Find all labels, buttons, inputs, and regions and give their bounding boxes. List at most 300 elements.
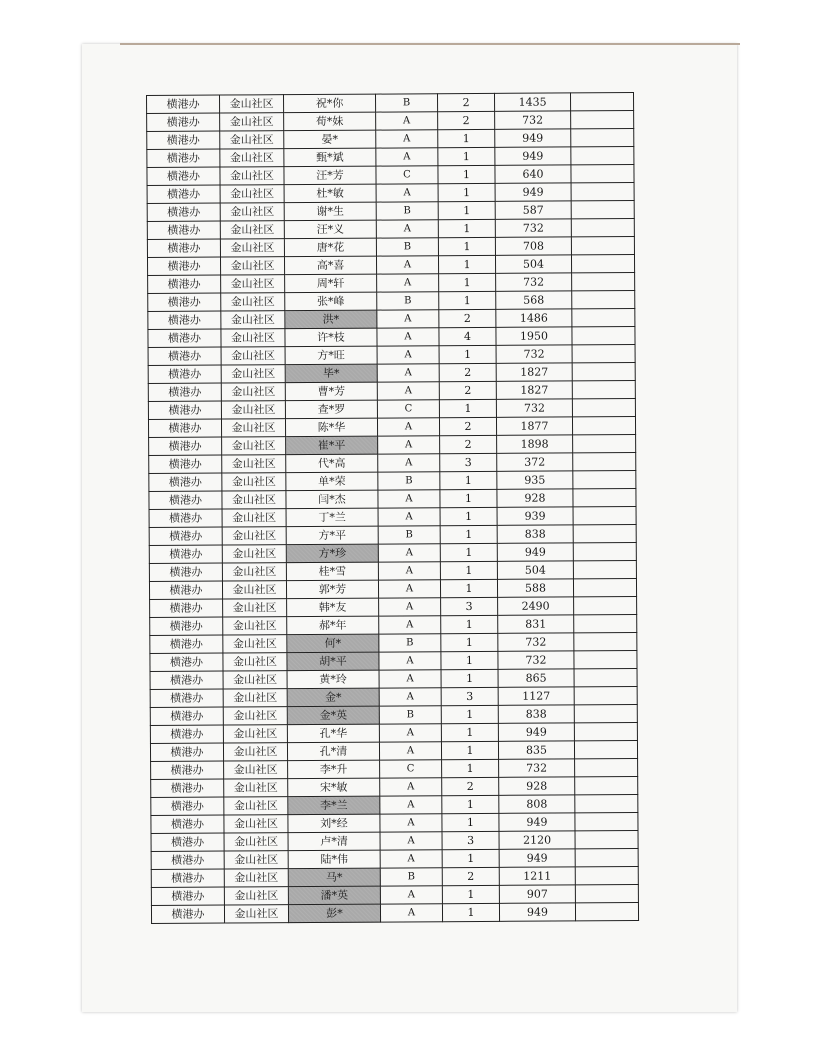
category-cell: A bbox=[379, 724, 441, 742]
office-cell: 横港办 bbox=[151, 815, 224, 833]
office-cell: 横港办 bbox=[149, 509, 222, 527]
community-cell: 金山社区 bbox=[222, 545, 286, 563]
community-cell: 金山社区 bbox=[220, 167, 284, 185]
persons-cell: 1 bbox=[441, 741, 498, 759]
amount-cell: 949 bbox=[495, 183, 571, 201]
name-cell: 李*兰 bbox=[288, 796, 380, 815]
community-cell: 金山社区 bbox=[223, 671, 287, 689]
note-cell bbox=[574, 687, 637, 705]
name-cell: 甄*斌 bbox=[284, 148, 376, 167]
office-cell: 横港办 bbox=[150, 671, 223, 689]
community-cell: 金山社区 bbox=[221, 347, 285, 365]
category-cell: B bbox=[379, 706, 441, 724]
amount-cell: 2120 bbox=[499, 831, 575, 849]
category-cell: A bbox=[379, 616, 441, 634]
amount-cell: 568 bbox=[496, 291, 572, 309]
note-cell bbox=[571, 147, 634, 165]
note-cell bbox=[575, 885, 638, 903]
name-cell: 潘*英 bbox=[288, 886, 380, 905]
community-cell: 金山社区 bbox=[223, 617, 287, 635]
note-cell bbox=[573, 489, 636, 507]
community-cell: 金山社区 bbox=[220, 131, 284, 149]
category-cell: A bbox=[379, 742, 441, 760]
note-cell bbox=[571, 237, 634, 255]
office-cell: 横港办 bbox=[147, 257, 220, 275]
persons-cell: 3 bbox=[441, 597, 498, 615]
category-cell: B bbox=[376, 238, 438, 256]
office-cell: 横港办 bbox=[149, 545, 222, 563]
category-cell: A bbox=[376, 256, 438, 274]
persons-cell: 1 bbox=[442, 885, 499, 903]
name-cell: 曹*芳 bbox=[285, 382, 377, 401]
note-cell bbox=[574, 741, 637, 759]
name-cell: 卢*清 bbox=[288, 832, 380, 851]
persons-cell: 1 bbox=[441, 705, 498, 723]
name-cell: 方*旺 bbox=[285, 346, 377, 365]
persons-cell: 2 bbox=[437, 93, 494, 111]
name-cell: 陈*华 bbox=[285, 418, 377, 437]
name-cell: 宋*敏 bbox=[288, 778, 380, 797]
amount-cell: 708 bbox=[495, 237, 571, 255]
persons-cell: 1 bbox=[438, 255, 495, 273]
category-cell: B bbox=[377, 292, 439, 310]
note-cell bbox=[574, 615, 637, 633]
category-cell: A bbox=[376, 148, 438, 166]
name-cell: 高*喜 bbox=[284, 256, 376, 275]
note-cell bbox=[574, 723, 637, 741]
office-cell: 横港办 bbox=[150, 599, 223, 617]
note-cell bbox=[571, 129, 634, 147]
note-cell bbox=[570, 93, 633, 111]
persons-cell: 2 bbox=[439, 309, 496, 327]
office-cell: 横港办 bbox=[149, 527, 222, 545]
persons-cell: 1 bbox=[438, 165, 495, 183]
table-body bbox=[147, 93, 639, 924]
office-cell: 横港办 bbox=[150, 707, 223, 725]
persons-cell: 2 bbox=[439, 417, 496, 435]
note-cell bbox=[571, 219, 634, 237]
office-cell: 横港办 bbox=[149, 563, 222, 581]
category-cell: B bbox=[378, 526, 440, 544]
persons-cell: 1 bbox=[441, 723, 498, 741]
amount-cell: 949 bbox=[498, 723, 574, 741]
persons-cell: 1 bbox=[438, 237, 495, 255]
community-cell: 金山社区 bbox=[223, 599, 287, 617]
community-cell: 金山社区 bbox=[224, 833, 288, 851]
category-cell: A bbox=[380, 814, 442, 832]
community-cell: 金山社区 bbox=[221, 293, 285, 311]
persons-cell: 1 bbox=[438, 129, 495, 147]
amount-cell: 588 bbox=[497, 579, 573, 597]
community-cell: 金山社区 bbox=[224, 815, 288, 833]
community-cell: 金山社区 bbox=[221, 419, 285, 437]
amount-cell: 939 bbox=[497, 507, 573, 525]
name-cell: 何* bbox=[287, 634, 379, 653]
note-cell bbox=[573, 435, 636, 453]
amount-cell: 504 bbox=[497, 561, 573, 579]
amount-cell: 1898 bbox=[497, 435, 573, 453]
amount-cell: 732 bbox=[496, 273, 572, 291]
office-cell: 横港办 bbox=[147, 149, 220, 167]
category-cell: A bbox=[379, 670, 441, 688]
community-cell: 金山社区 bbox=[221, 365, 285, 383]
persons-cell: 1 bbox=[439, 345, 496, 363]
category-cell: A bbox=[376, 220, 438, 238]
note-cell bbox=[573, 579, 636, 597]
amount-cell: 732 bbox=[496, 345, 572, 363]
persons-cell: 1 bbox=[441, 651, 498, 669]
name-cell: 黄*玲 bbox=[287, 670, 379, 689]
amount-cell: 935 bbox=[497, 471, 573, 489]
note-cell bbox=[571, 255, 634, 273]
office-cell: 横港办 bbox=[148, 275, 221, 293]
category-cell: A bbox=[380, 886, 442, 904]
office-cell: 横港办 bbox=[150, 743, 223, 761]
amount-cell: 640 bbox=[495, 165, 571, 183]
persons-cell: 1 bbox=[440, 543, 497, 561]
amount-cell: 732 bbox=[498, 633, 574, 651]
persons-cell: 1 bbox=[439, 399, 496, 417]
table-row bbox=[151, 903, 638, 924]
community-cell: 金山社区 bbox=[222, 455, 286, 473]
persons-cell: 3 bbox=[440, 453, 497, 471]
persons-cell: 1 bbox=[438, 219, 495, 237]
note-cell bbox=[574, 669, 637, 687]
amount-cell: 928 bbox=[497, 489, 573, 507]
note-cell bbox=[574, 651, 637, 669]
persons-cell: 1 bbox=[441, 669, 498, 687]
name-cell: 方*珍 bbox=[286, 544, 378, 563]
office-cell: 横港办 bbox=[151, 797, 224, 815]
persons-cell: 1 bbox=[442, 903, 499, 921]
name-cell: 查*罗 bbox=[285, 400, 377, 419]
office-cell: 横港办 bbox=[149, 473, 222, 491]
note-cell bbox=[575, 777, 638, 795]
note-cell bbox=[571, 183, 634, 201]
office-cell: 横港办 bbox=[149, 437, 222, 455]
category-cell: A bbox=[377, 346, 439, 364]
amount-cell: 372 bbox=[497, 453, 573, 471]
category-cell: A bbox=[377, 382, 439, 400]
name-cell: 许*枝 bbox=[285, 328, 377, 347]
category-cell: B bbox=[378, 472, 440, 490]
community-cell: 金山社区 bbox=[222, 473, 286, 491]
name-cell: 代*高 bbox=[286, 454, 378, 473]
note-cell bbox=[573, 525, 636, 543]
office-cell: 横港办 bbox=[147, 113, 220, 131]
name-cell: 金*英 bbox=[287, 706, 379, 725]
note-cell bbox=[571, 201, 634, 219]
name-cell: 金* bbox=[287, 688, 379, 707]
note-cell bbox=[573, 471, 636, 489]
community-cell: 金山社区 bbox=[221, 275, 285, 293]
office-cell: 横港办 bbox=[151, 851, 224, 869]
office-cell: 横港办 bbox=[148, 347, 221, 365]
amount-cell: 949 bbox=[497, 543, 573, 561]
note-cell bbox=[572, 291, 635, 309]
category-cell: A bbox=[377, 418, 439, 436]
amount-cell: 949 bbox=[499, 849, 575, 867]
office-cell: 横港办 bbox=[148, 365, 221, 383]
amount-cell: 838 bbox=[497, 525, 573, 543]
category-cell: A bbox=[380, 904, 442, 922]
name-cell: 杜*敏 bbox=[284, 184, 376, 203]
community-cell: 金山社区 bbox=[222, 491, 286, 509]
amount-cell: 808 bbox=[499, 795, 575, 813]
amount-cell: 587 bbox=[495, 201, 571, 219]
category-cell: B bbox=[380, 868, 442, 886]
amount-cell: 907 bbox=[499, 885, 575, 903]
name-cell: 方*平 bbox=[286, 526, 378, 545]
community-cell: 金山社区 bbox=[221, 401, 285, 419]
persons-cell: 1 bbox=[440, 507, 497, 525]
note-cell bbox=[574, 597, 637, 615]
note-cell bbox=[575, 813, 638, 831]
name-cell: 彭* bbox=[288, 904, 380, 923]
community-cell: 金山社区 bbox=[224, 851, 288, 869]
amount-cell: 831 bbox=[498, 615, 574, 633]
office-cell: 横港办 bbox=[148, 401, 221, 419]
category-cell: A bbox=[380, 832, 442, 850]
persons-cell: 3 bbox=[441, 687, 498, 705]
amount-cell: 504 bbox=[495, 255, 571, 273]
name-cell: 桂*雪 bbox=[286, 562, 378, 581]
category-cell: A bbox=[377, 274, 439, 292]
name-cell: 孔*清 bbox=[287, 742, 379, 761]
name-cell: 祝*你 bbox=[284, 94, 376, 113]
community-cell: 金山社区 bbox=[220, 257, 284, 275]
office-cell: 横港办 bbox=[150, 725, 223, 743]
category-cell: A bbox=[378, 580, 440, 598]
persons-cell: 1 bbox=[440, 579, 497, 597]
category-cell: B bbox=[375, 94, 437, 112]
note-cell bbox=[575, 831, 638, 849]
name-cell: 李*升 bbox=[288, 760, 380, 779]
note-cell bbox=[572, 273, 635, 291]
community-cell: 金山社区 bbox=[223, 707, 287, 725]
office-cell: 横港办 bbox=[148, 419, 221, 437]
persons-cell: 1 bbox=[438, 201, 495, 219]
office-cell: 横港办 bbox=[147, 131, 220, 149]
amount-cell: 732 bbox=[499, 759, 575, 777]
amount-cell: 928 bbox=[499, 777, 575, 795]
persons-cell: 2 bbox=[438, 111, 495, 129]
note-cell bbox=[575, 795, 638, 813]
community-cell: 金山社区 bbox=[224, 869, 288, 887]
community-cell: 金山社区 bbox=[223, 635, 287, 653]
name-cell: 单*荣 bbox=[286, 472, 378, 491]
assistance-table bbox=[146, 92, 639, 924]
persons-cell: 1 bbox=[442, 813, 499, 831]
name-cell: 洪* bbox=[285, 310, 377, 329]
note-cell bbox=[572, 309, 635, 327]
note-cell bbox=[572, 327, 635, 345]
community-cell: 金山社区 bbox=[220, 113, 284, 131]
category-cell: C bbox=[376, 166, 438, 184]
community-cell: 金山社区 bbox=[221, 383, 285, 401]
amount-cell: 1877 bbox=[496, 417, 572, 435]
office-cell: 横港办 bbox=[150, 689, 223, 707]
community-cell: 金山社区 bbox=[222, 509, 286, 527]
persons-cell: 1 bbox=[442, 849, 499, 867]
note-cell bbox=[573, 543, 636, 561]
persons-cell: 2 bbox=[442, 867, 499, 885]
community-cell: 金山社区 bbox=[220, 185, 284, 203]
office-cell: 横港办 bbox=[150, 635, 223, 653]
category-cell: A bbox=[379, 688, 441, 706]
office-cell: 横港办 bbox=[147, 185, 220, 203]
category-cell: A bbox=[378, 490, 440, 508]
office-cell: 横港办 bbox=[148, 383, 221, 401]
name-cell: 荀*妹 bbox=[284, 112, 376, 131]
note-cell bbox=[572, 399, 635, 417]
note-cell bbox=[575, 849, 638, 867]
community-cell: 金山社区 bbox=[220, 239, 284, 257]
category-cell: C bbox=[377, 400, 439, 418]
persons-cell: 3 bbox=[442, 831, 499, 849]
office-cell: 横港办 bbox=[151, 905, 224, 923]
note-cell bbox=[573, 453, 636, 471]
note-cell bbox=[574, 633, 637, 651]
note-cell bbox=[575, 759, 638, 777]
note-cell bbox=[573, 561, 636, 579]
office-cell: 横港办 bbox=[151, 887, 224, 905]
name-cell: 汪*义 bbox=[284, 220, 376, 239]
amount-cell: 732 bbox=[495, 111, 571, 129]
community-cell: 金山社区 bbox=[222, 563, 286, 581]
community-cell: 金山社区 bbox=[224, 905, 288, 923]
amount-cell: 1827 bbox=[496, 381, 572, 399]
persons-cell: 2 bbox=[439, 381, 496, 399]
note-cell bbox=[573, 507, 636, 525]
category-cell: A bbox=[378, 454, 440, 472]
office-cell: 横港办 bbox=[147, 203, 220, 221]
note-cell bbox=[575, 867, 638, 885]
office-cell: 横港办 bbox=[149, 491, 222, 509]
category-cell: A bbox=[379, 598, 441, 616]
persons-cell: 1 bbox=[442, 759, 499, 777]
office-cell: 横港办 bbox=[148, 293, 221, 311]
category-cell: A bbox=[378, 436, 440, 454]
amount-cell: 1211 bbox=[499, 867, 575, 885]
note-cell bbox=[572, 363, 635, 381]
office-cell: 横港办 bbox=[147, 221, 220, 239]
community-cell: 金山社区 bbox=[223, 743, 287, 761]
name-cell: 孔*华 bbox=[287, 724, 379, 743]
amount-cell: 949 bbox=[499, 813, 575, 831]
community-cell: 金山社区 bbox=[224, 761, 288, 779]
community-cell: 金山社区 bbox=[224, 779, 288, 797]
persons-cell: 1 bbox=[439, 291, 496, 309]
name-cell: 韩*友 bbox=[287, 598, 379, 617]
category-cell: A bbox=[376, 130, 438, 148]
community-cell: 金山社区 bbox=[222, 437, 286, 455]
amount-cell: 1827 bbox=[496, 363, 572, 381]
name-cell: 马* bbox=[288, 868, 380, 887]
persons-cell: 1 bbox=[440, 471, 497, 489]
amount-cell: 1435 bbox=[494, 93, 570, 111]
name-cell: 郭*芳 bbox=[286, 580, 378, 599]
category-cell: A bbox=[377, 328, 439, 346]
name-cell: 汪*芳 bbox=[284, 166, 376, 185]
category-cell: A bbox=[379, 652, 441, 670]
office-cell: 横港办 bbox=[151, 761, 224, 779]
community-cell: 金山社区 bbox=[220, 95, 284, 113]
name-cell: 闫*杰 bbox=[286, 490, 378, 509]
category-cell: A bbox=[380, 796, 442, 814]
name-cell: 谢*生 bbox=[284, 202, 376, 221]
name-cell: 陆*伟 bbox=[288, 850, 380, 869]
office-cell: 横港办 bbox=[150, 653, 223, 671]
name-cell: 胡*平 bbox=[287, 652, 379, 671]
persons-cell: 1 bbox=[441, 633, 498, 651]
persons-cell: 1 bbox=[438, 147, 495, 165]
amount-cell: 732 bbox=[496, 399, 572, 417]
office-cell: 横港办 bbox=[150, 617, 223, 635]
persons-cell: 1 bbox=[440, 489, 497, 507]
community-cell: 金山社区 bbox=[221, 311, 285, 329]
amount-cell: 2490 bbox=[498, 597, 574, 615]
note-cell bbox=[571, 111, 634, 129]
office-cell: 横港办 bbox=[151, 779, 224, 797]
persons-cell: 2 bbox=[442, 777, 499, 795]
name-cell: 刘*经 bbox=[288, 814, 380, 833]
name-cell: 张*峰 bbox=[285, 292, 377, 311]
community-cell: 金山社区 bbox=[220, 221, 284, 239]
persons-cell: 1 bbox=[440, 561, 497, 579]
name-cell: 唐*花 bbox=[284, 238, 376, 257]
persons-cell: 1 bbox=[438, 183, 495, 201]
amount-cell: 835 bbox=[498, 741, 574, 759]
office-cell: 横港办 bbox=[149, 455, 222, 473]
name-cell: 崔*平 bbox=[286, 436, 378, 455]
community-cell: 金山社区 bbox=[222, 581, 286, 599]
persons-cell: 1 bbox=[442, 795, 499, 813]
amount-cell: 732 bbox=[495, 219, 571, 237]
amount-cell: 1486 bbox=[496, 309, 572, 327]
category-cell: A bbox=[377, 364, 439, 382]
note-cell bbox=[574, 705, 637, 723]
office-cell: 横港办 bbox=[148, 329, 221, 347]
persons-cell: 2 bbox=[439, 363, 496, 381]
office-cell: 横港办 bbox=[149, 581, 222, 599]
community-cell: 金山社区 bbox=[224, 797, 288, 815]
note-cell bbox=[572, 417, 635, 435]
name-cell: 丁*兰 bbox=[286, 508, 378, 527]
category-cell: A bbox=[376, 184, 438, 202]
persons-cell: 1 bbox=[440, 525, 497, 543]
office-cell: 横港办 bbox=[147, 167, 220, 185]
office-cell: 横港办 bbox=[147, 95, 220, 113]
amount-cell: 949 bbox=[495, 147, 571, 165]
category-cell: A bbox=[380, 778, 442, 796]
office-cell: 横港办 bbox=[147, 239, 220, 257]
amount-cell: 949 bbox=[495, 129, 571, 147]
amount-cell: 732 bbox=[498, 651, 574, 669]
category-cell: A bbox=[377, 310, 439, 328]
persons-cell: 1 bbox=[441, 615, 498, 633]
category-cell: A bbox=[378, 508, 440, 526]
note-cell bbox=[572, 381, 635, 399]
amount-cell: 949 bbox=[499, 903, 575, 921]
persons-cell: 1 bbox=[439, 273, 496, 291]
name-cell: 晏* bbox=[284, 130, 376, 149]
community-cell: 金山社区 bbox=[220, 203, 284, 221]
amount-cell: 1127 bbox=[498, 687, 574, 705]
category-cell: A bbox=[376, 112, 438, 130]
note-cell bbox=[571, 165, 634, 183]
amount-cell: 1950 bbox=[496, 327, 572, 345]
